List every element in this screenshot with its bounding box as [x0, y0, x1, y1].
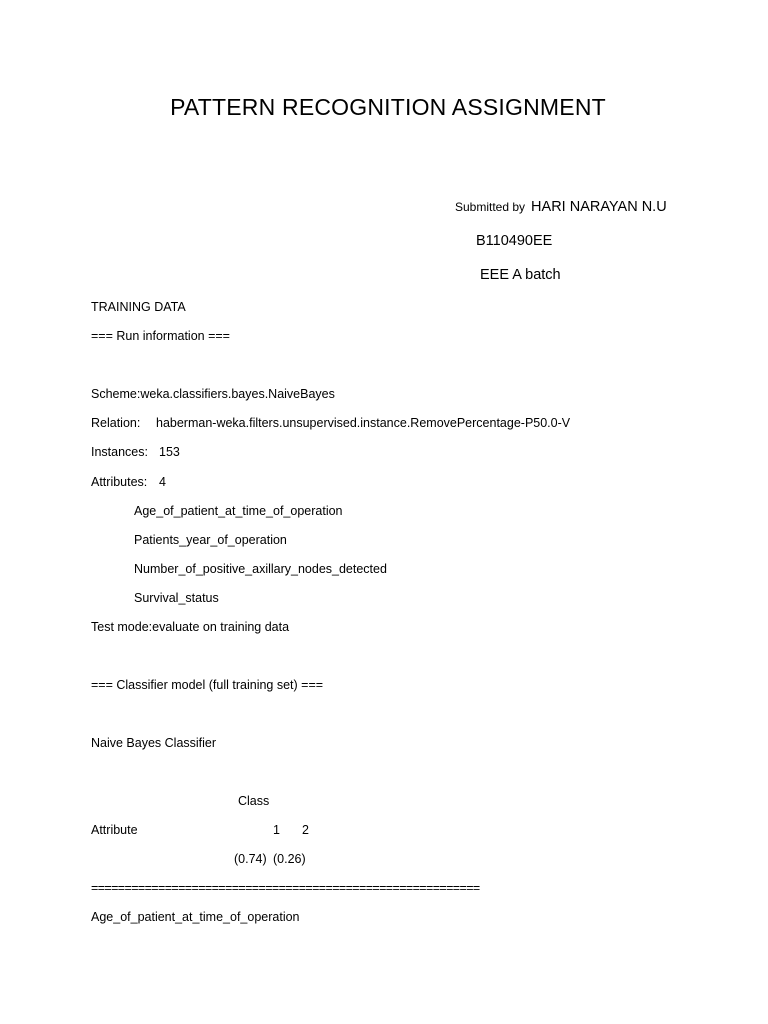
- attributes-line: [91, 475, 166, 489]
- class-2-header: 2: [302, 823, 309, 837]
- scheme-value: weka.classifiers.bayes.NaiveBayes: [140, 387, 335, 401]
- attribute-item: Patients_year_of_operation: [134, 533, 287, 547]
- relation-line: [91, 416, 570, 430]
- submitted-by-line: [455, 199, 667, 215]
- instances-line: [91, 445, 180, 459]
- test-mode-value: evaluate on training data: [152, 620, 290, 634]
- scheme-line: [91, 387, 335, 401]
- student-name: HARI NARAYAN N.U: [531, 199, 667, 215]
- attribute-item: Number_of_positive_axillary_nodes_detected: [134, 562, 387, 576]
- test-mode-line: [91, 620, 289, 634]
- class-2-prior: (0.26): [273, 852, 306, 866]
- scheme-label: Scheme:: [91, 387, 141, 401]
- separator-line: ==========================================================: [91, 881, 480, 895]
- attribute-header: Attribute: [91, 823, 138, 837]
- classifier-name: Naive Bayes Classifier: [91, 736, 217, 750]
- classifier-model-header: === Classifier model (full training set) ===: [91, 678, 324, 692]
- roll-number: B110490EE: [476, 233, 553, 249]
- class-1-prior: (0.74): [234, 852, 267, 866]
- relation-value: haberman-weka.filters.unsupervised.instance.RemovePercentage-P50.0-V: [156, 416, 571, 430]
- attribute-item: Age_of_patient_at_time_of_operation: [134, 504, 343, 518]
- instances-value: 153: [159, 445, 180, 459]
- submitted-by-label: Submitted by: [455, 200, 526, 214]
- batch: EEE A batch: [480, 267, 561, 283]
- class-header: Class: [238, 794, 270, 808]
- page-title: PATTERN RECOGNITION ASSIGNMENT: [170, 94, 606, 120]
- first-attribute-heading: Age_of_patient_at_time_of_operation: [91, 910, 300, 924]
- test-mode-label: Test mode:: [91, 620, 153, 634]
- class-1-header: 1: [273, 823, 280, 837]
- section-run-information: === Run information ===: [91, 329, 230, 343]
- attributes-label: Attributes:: [91, 475, 148, 489]
- attribute-item: Survival_status: [134, 591, 219, 605]
- relation-label: Relation:: [91, 416, 141, 430]
- section-training-data: TRAINING DATA: [91, 300, 186, 314]
- instances-label: Instances:: [91, 445, 148, 459]
- attributes-value: 4: [159, 475, 166, 489]
